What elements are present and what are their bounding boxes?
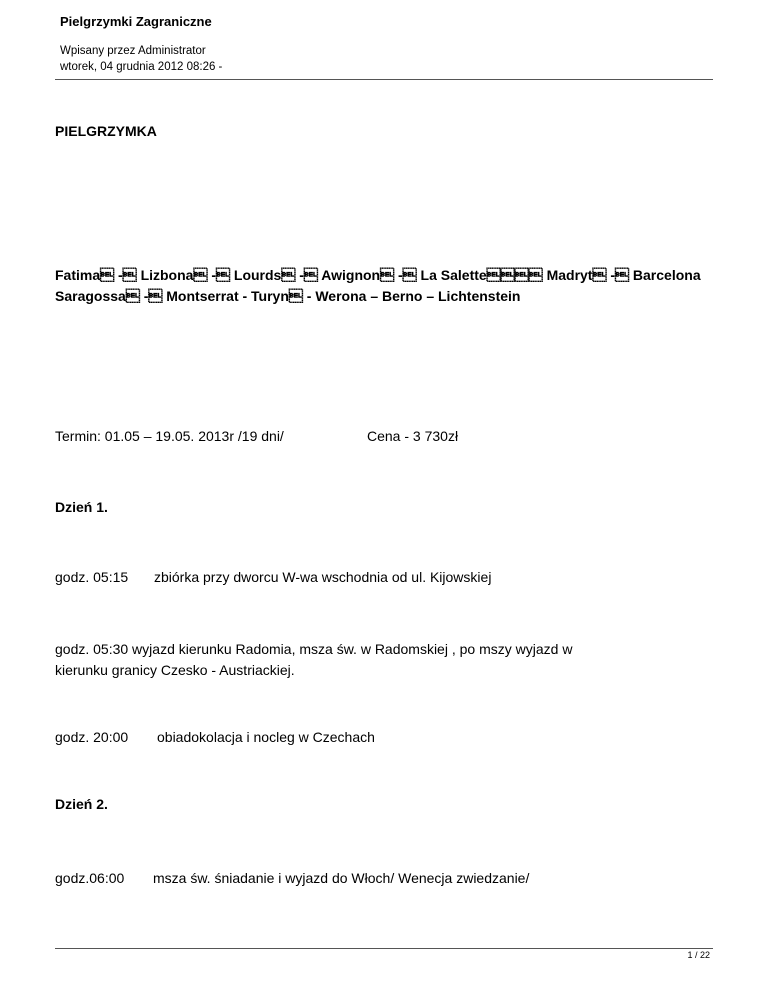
footer-divider xyxy=(55,948,713,949)
route-line-1: Fatima - Lizbona - Lourds - Awignon - La Salette Madryt - Barcelona xyxy=(55,267,701,283)
page-number: 1 / 22 xyxy=(687,950,710,960)
author-line: Wpisany przez Administrator xyxy=(60,45,206,57)
date-line: wtorek, 04 grudnia 2012 08:26 - xyxy=(60,61,223,73)
term-dates: Termin: 01.05 – 19.05. 2013r /19 dni/ xyxy=(55,428,284,444)
day2-heading: Dzień 2. xyxy=(55,796,108,812)
route-line-2: Saragossa - Montserrat - Turyn - Werona – Berno – Lichtenstein xyxy=(55,288,521,304)
schedule-item xyxy=(55,727,375,748)
document-title: Pielgrzymki Zagraniczne xyxy=(60,14,212,29)
schedule-text: zbiórka przy dworcu W-wa wschodnia od ul. Kijowskiej xyxy=(154,569,492,585)
schedule-time: godz. 20:00 xyxy=(55,729,129,745)
schedule-item xyxy=(55,868,530,889)
day1-heading: Dzień 1. xyxy=(55,499,108,515)
pilgrimage-heading: PIELGRZYMKA xyxy=(55,123,157,139)
schedule-text: obiadokolacja i nocleg w Czechach xyxy=(157,729,375,745)
price: Cena - 3 730zł xyxy=(367,428,459,444)
schedule-time: godz.06:00 xyxy=(55,870,125,886)
schedule-item xyxy=(55,639,695,681)
schedule-text-line-2: kierunku granicy Czesko - Austriackiej. xyxy=(55,662,295,678)
schedule-text-line-1: godz. 05:30 wyjazd kierunku Radomia, msza św. w Radomskiej , po mszy wyjazd w xyxy=(55,641,573,657)
schedule-text: msza św. śniadanie i wyjazd do Włoch/ Wenecja zwiedzanie/ xyxy=(153,870,530,886)
header-divider xyxy=(55,79,713,80)
term-line xyxy=(55,428,459,444)
schedule-item xyxy=(55,567,492,588)
schedule-time: godz. 05:15 xyxy=(55,569,129,585)
route-block xyxy=(55,265,701,307)
